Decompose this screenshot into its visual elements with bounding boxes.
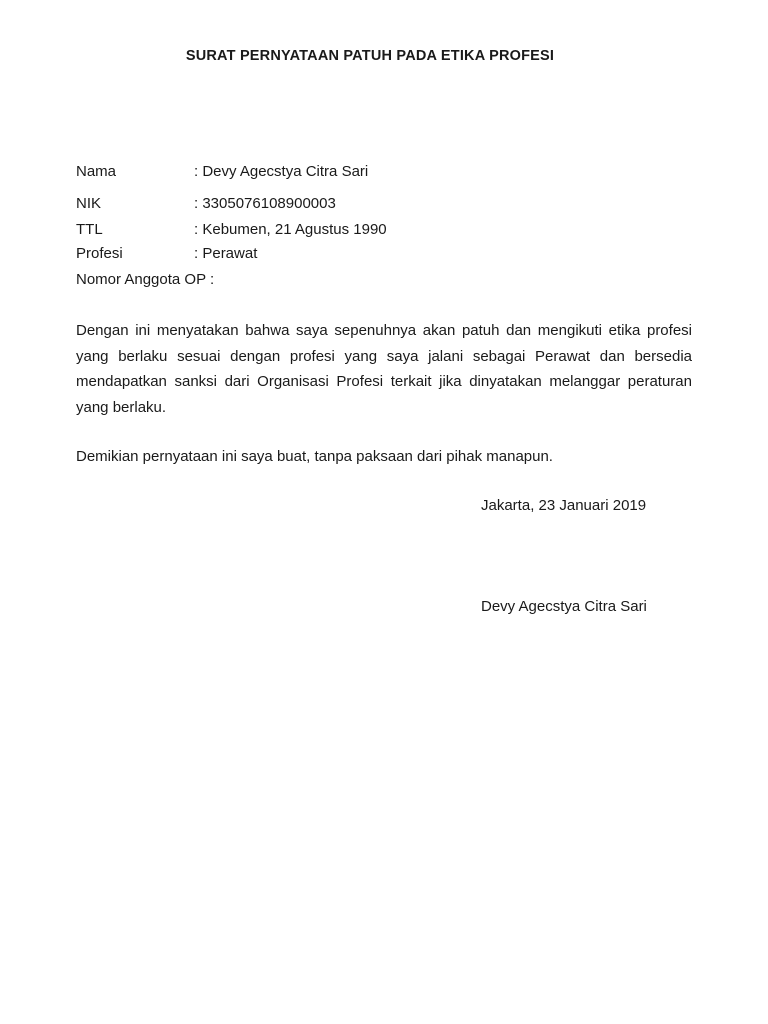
field-label: NIK <box>76 195 102 212</box>
document-title: SURAT PERNYATAAN PATUH PADA ETIKA PROFESI <box>185 48 555 64</box>
place-date: Jakarta, 23 Januari 2019 <box>481 497 647 514</box>
field-value: Kebumen, 21 Agustus 1990 <box>202 221 387 238</box>
field-separator: : <box>194 245 199 262</box>
field-nama <box>76 162 368 182</box>
field-separator: : <box>194 163 199 180</box>
field-ttl <box>76 220 387 240</box>
member-number-line: Nomor Anggota OP : <box>76 271 215 288</box>
field-value: Devy Agecstya Citra Sari <box>202 163 369 180</box>
closing-paragraph: Demikian pernyataan ini saya buat, tanpa paksaan dari pihak manapun. <box>76 448 553 465</box>
field-label: Nama <box>76 163 117 180</box>
field-label: TTL <box>76 221 103 238</box>
field-label: Profesi <box>76 245 123 262</box>
field-profesi <box>76 244 257 264</box>
field-value: 3305076108900003 <box>202 195 336 212</box>
statement-paragraph: Dengan ini menyatakan bahwa saya sepenuhnya akan patuh dan mengikuti etika profesi yang berlaku sesuai dengan profesi yang saya jalani sebagai Perawat dan bersedia mendapatkan sanksi dari Organisasi Profesi terkait jika dinyatakan melanggar peraturan yang berlaku. <box>76 322 692 416</box>
field-value: Perawat <box>202 245 258 262</box>
field-nik <box>76 194 336 214</box>
field-separator: : <box>194 221 199 238</box>
signer-name: Devy Agecstya Citra Sari <box>481 598 647 615</box>
field-separator: : <box>194 195 199 212</box>
